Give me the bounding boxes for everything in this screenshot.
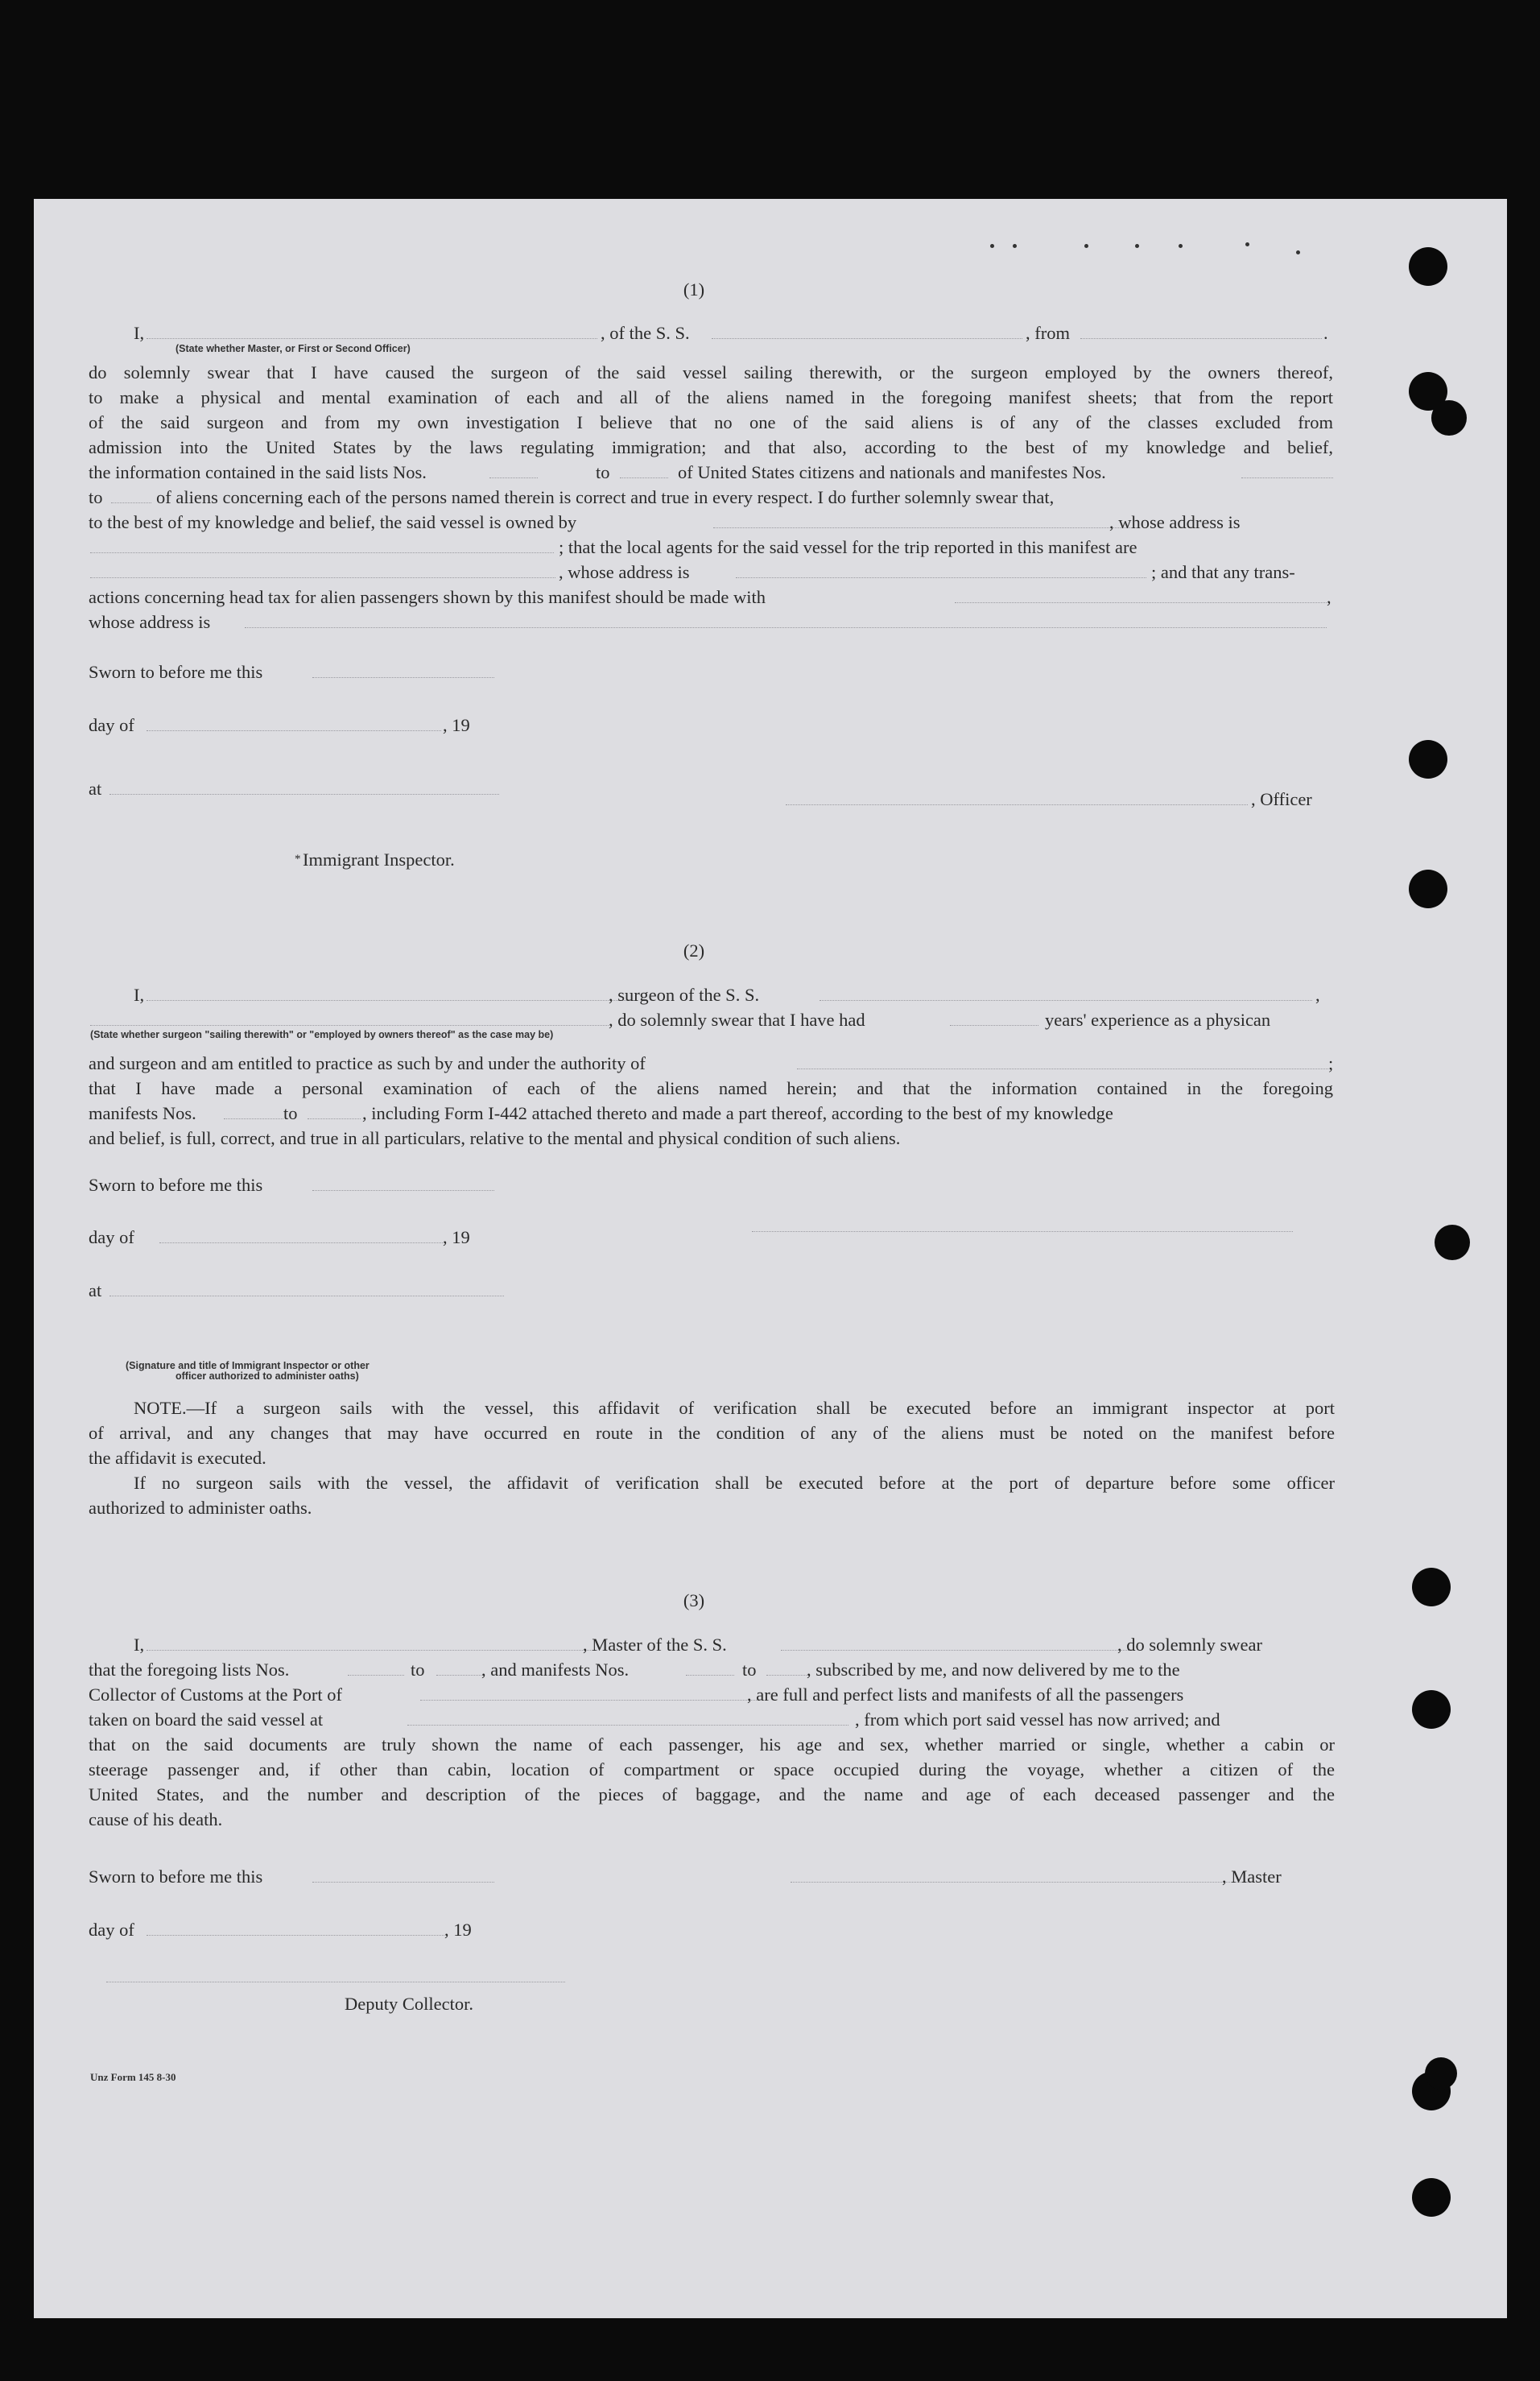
s3-lists-to-field[interactable] <box>436 1675 485 1676</box>
s2-swear: , do solemnly swear that I have had <box>609 1010 865 1030</box>
s2-line-4: that I have made a personal examination of each of the aliens named herein; and that the information contained in the foregoing <box>89 1078 1333 1098</box>
speck <box>1084 244 1088 248</box>
s1-lists-b: of United States citizens and nationals and manifestes Nos. <box>678 462 1106 482</box>
s1-from-field[interactable] <box>1080 338 1322 339</box>
s1-lists-to: to <box>596 462 610 482</box>
s3-para-line-1: that on the said documents are truly shown the name of each passenger, his age and sex, whether married or single, whether a cabin or <box>89 1734 1335 1755</box>
punch-hole <box>1409 740 1447 779</box>
s1-manifests-field[interactable] <box>1241 477 1333 478</box>
form-page <box>34 199 1507 2318</box>
speck <box>1296 250 1300 254</box>
s1-head-tax-field[interactable] <box>955 602 1327 603</box>
s1-para-line-2: to make a physical and mental examination of each and all of the aliens named in the foregoing manifest sheets; that from the report <box>89 387 1333 407</box>
punch-hole <box>1431 400 1467 436</box>
s2-including: , including Form I-442 attached thereto and made a part thereof, according to the best of my knowledge <box>362 1103 1113 1123</box>
form-number: Unz Form 145 8-30 <box>90 2071 176 2083</box>
asterisk-mark: * <box>295 853 301 866</box>
s3-deputy-collector: Deputy Collector. <box>345 1994 473 2014</box>
s3-manifests: , and manifests Nos. <box>481 1660 630 1680</box>
s1-para-line-3: of the said surgeon and from my own investigation I believe that no one of the said aliens is of any of the classes excluded from <box>89 412 1333 432</box>
s3-collector: Collector of Customs at the Port of <box>89 1684 342 1705</box>
s2-years-field[interactable] <box>950 1025 1038 1026</box>
s1-lists-a: the information contained in the said lists Nos. <box>89 462 427 482</box>
section-1-heading: (1) <box>683 279 705 300</box>
speck <box>1013 244 1017 248</box>
s3-para-line-3: United States, and the number and description of the pieces of baggage, and the name and age of each deceased passenger and the <box>89 1784 1335 1804</box>
s2-vessel-field[interactable] <box>820 1000 1312 1001</box>
s2-line-6: and belief, is full, correct, and true in all particulars, relative to the mental and physical condition of such aliens. <box>89 1128 901 1148</box>
s2-note-line-3: the affidavit is executed. <box>89 1448 266 1468</box>
s3-sworn: Sworn to before me this <box>89 1866 263 1887</box>
s2-manifests: manifests Nos. <box>89 1103 196 1123</box>
s2-day-field[interactable] <box>159 1242 443 1243</box>
s3-year: , 19 <box>444 1920 472 1940</box>
s2-signature-note-1: (Signature and title of Immigrant Inspector or other <box>126 1360 370 1371</box>
s2-surgeon-note: (State whether surgeon "sailing therewith" or "employed by owners thereof" as the case may be) <box>90 1029 554 1040</box>
s1-head-tax-address-field[interactable] <box>245 627 1327 628</box>
s2-manifests-to-field[interactable] <box>308 1118 361 1119</box>
s1-to-a: to <box>89 487 103 507</box>
s1-day-field[interactable] <box>147 730 441 731</box>
s1-officer-signature-field[interactable] <box>786 804 1248 805</box>
s3-port-field[interactable] <box>420 1700 758 1701</box>
s2-at: at <box>89 1280 102 1300</box>
s3-para-line-2: steerage passenger and, if other than cabin, location of compartment or space occupied during the voyage, whether a citizen of the <box>89 1759 1335 1780</box>
punch-hole <box>1412 2178 1451 2217</box>
s2-l3-end: ; <box>1328 1053 1334 1073</box>
s1-sworn: Sworn to before me this <box>89 662 263 682</box>
s1-lists-from-field[interactable] <box>489 477 538 478</box>
s1-trans-a: , whose address is <box>559 562 690 582</box>
s1-officer-note: (State whether Master, or First or Second Officer) <box>175 343 411 354</box>
s1-whose: whose address is <box>89 612 211 632</box>
s2-dayof: day of <box>89 1227 134 1247</box>
s2-years-experience: years' experience as a physican <box>1045 1010 1271 1030</box>
s3-para-line-4: cause of his death. <box>89 1809 223 1829</box>
s2-year: , 19 <box>443 1227 470 1247</box>
s2-l1-end: , <box>1315 985 1320 1005</box>
punch-hole <box>1409 870 1447 908</box>
s1-immigrant-inspector: Immigrant Inspector. <box>303 849 455 870</box>
s2-manifests-to: to <box>283 1103 298 1123</box>
s2-note-line-5: authorized to administer oaths. <box>89 1498 312 1518</box>
s1-to-b: of aliens concerning each of the persons named therein is correct and true in every respect. I do further solemnly swear that, <box>156 487 1055 507</box>
s3-i: I, <box>134 1635 145 1655</box>
s1-year: , 19 <box>443 715 470 735</box>
s3-arrived: , from which port said vessel has now arrived; and <box>855 1709 1220 1730</box>
s1-manifests-to-field[interactable] <box>111 502 151 503</box>
s1-vessel-field[interactable] <box>712 338 1022 339</box>
punch-hole <box>1435 1225 1470 1260</box>
punch-hole <box>1412 1568 1451 1606</box>
s1-dayof: day of <box>89 715 134 735</box>
s1-name-field[interactable] <box>147 338 597 339</box>
speck <box>1135 244 1139 248</box>
s3-master-name-field[interactable] <box>147 1650 597 1651</box>
section-3-heading: (3) <box>683 1590 705 1610</box>
s3-swear: , do solemnly swear <box>1117 1635 1262 1655</box>
s3-master: , Master <box>1222 1866 1282 1887</box>
s1-para-line-1: do solemnly swear that I have caused the surgeon of the said vessel sailing therewith, or the surgeon employed by the owners thereof, <box>89 362 1333 382</box>
s1-from: , from <box>1026 323 1070 343</box>
speck <box>1245 242 1249 246</box>
s1-agents-address-field[interactable] <box>736 577 1146 578</box>
s3-vessel-field[interactable] <box>781 1650 1135 1651</box>
s3-dayof: day of <box>89 1920 134 1940</box>
s1-head-end: , <box>1327 587 1332 607</box>
s1-officer: , Officer <box>1251 789 1312 809</box>
s3-manifests-from-field[interactable] <box>686 1675 734 1676</box>
s1-at: at <box>89 779 102 799</box>
punch-hole <box>1409 247 1447 286</box>
s1-sworn-field[interactable] <box>312 677 494 678</box>
section-2-heading: (2) <box>683 940 705 961</box>
s2-sailing-field[interactable] <box>90 1025 609 1026</box>
speck <box>990 244 994 248</box>
s1-owner-address-field[interactable] <box>90 552 554 553</box>
s3-lists: that the foregoing lists Nos. <box>89 1660 290 1680</box>
s3-subscribed: , subscribed by me, and now delivered by me to the <box>807 1660 1180 1680</box>
s3-manifests-to: to <box>742 1660 757 1680</box>
s2-note-line-4: If no surgeon sails with the vessel, the affidavit of verification shall be executed before at the port of departure before some officer <box>134 1473 1335 1493</box>
s1-agents: ; that the local agents for the said vessel for the trip reported in this manifest are <box>559 537 1137 557</box>
s3-taken: taken on board the said vessel at <box>89 1709 324 1730</box>
s2-i: I, <box>134 985 145 1005</box>
s1-para-line-4: admission into the United States by the laws regulating immigration; and that also, according to the best of my knowledge and belief, <box>89 437 1333 457</box>
s3-day-field[interactable] <box>147 1935 444 1936</box>
s2-note-line-1: NOTE.—If a surgeon sails with the vessel, this affidavit of verification shall be executed before an immigrant inspector at port <box>134 1398 1335 1418</box>
s3-master-of: , Master of the S. S. <box>583 1635 727 1655</box>
punch-hole <box>1425 2057 1457 2090</box>
s2-surgeon-signature-field[interactable] <box>752 1231 1293 1232</box>
s1-owner-field[interactable] <box>713 527 1140 528</box>
punch-hole <box>1412 1690 1451 1729</box>
s3-manifests-to-field[interactable] <box>766 1675 808 1676</box>
s3-full-lists: , are full and perfect lists and manifests of all the passengers <box>747 1684 1184 1705</box>
s1-lists-to-field[interactable] <box>620 477 668 478</box>
s1-trans-b: ; and that any trans- <box>1151 562 1295 582</box>
s1-agents-field[interactable] <box>90 577 555 578</box>
s2-sworn: Sworn to before me this <box>89 1175 263 1195</box>
s1-owned-a: to the best of my knowledge and belief, the said vessel is owned by <box>89 512 577 532</box>
s3-master-signature-field[interactable] <box>791 1882 1253 1883</box>
s3-lists-from-field[interactable] <box>348 1675 404 1676</box>
s1-of-ss: , of the S. S. <box>601 323 690 343</box>
s2-manifests-from-field[interactable] <box>224 1118 283 1119</box>
s1-at-field[interactable] <box>109 794 499 795</box>
s2-surgeon-of: , surgeon of the S. S. <box>609 985 760 1005</box>
s2-signature-note-2: officer authorized to administer oaths) <box>175 1370 359 1382</box>
s1-head-a: actions concerning head tax for alien passengers shown by this manifest should be made with <box>89 587 766 607</box>
s3-embark-port-field[interactable] <box>407 1725 848 1726</box>
s2-authority: and surgeon and am entitled to practice as such by and under the authority of <box>89 1053 646 1073</box>
speck <box>1179 244 1183 248</box>
s1-end-period: . <box>1323 323 1328 343</box>
s1-i: I, <box>134 323 145 343</box>
s3-sworn-field[interactable] <box>312 1882 494 1883</box>
s1-owned-b: , whose address is <box>1109 512 1241 532</box>
s2-sworn-field[interactable] <box>312 1190 494 1191</box>
s2-note-line-2: of arrival, and any changes that may have occurred en route in the condition of any of the aliens must be noted on the manifest before <box>89 1423 1335 1443</box>
s2-surgeon-name-field[interactable] <box>147 1000 638 1001</box>
s3-lists-to: to <box>411 1660 425 1680</box>
